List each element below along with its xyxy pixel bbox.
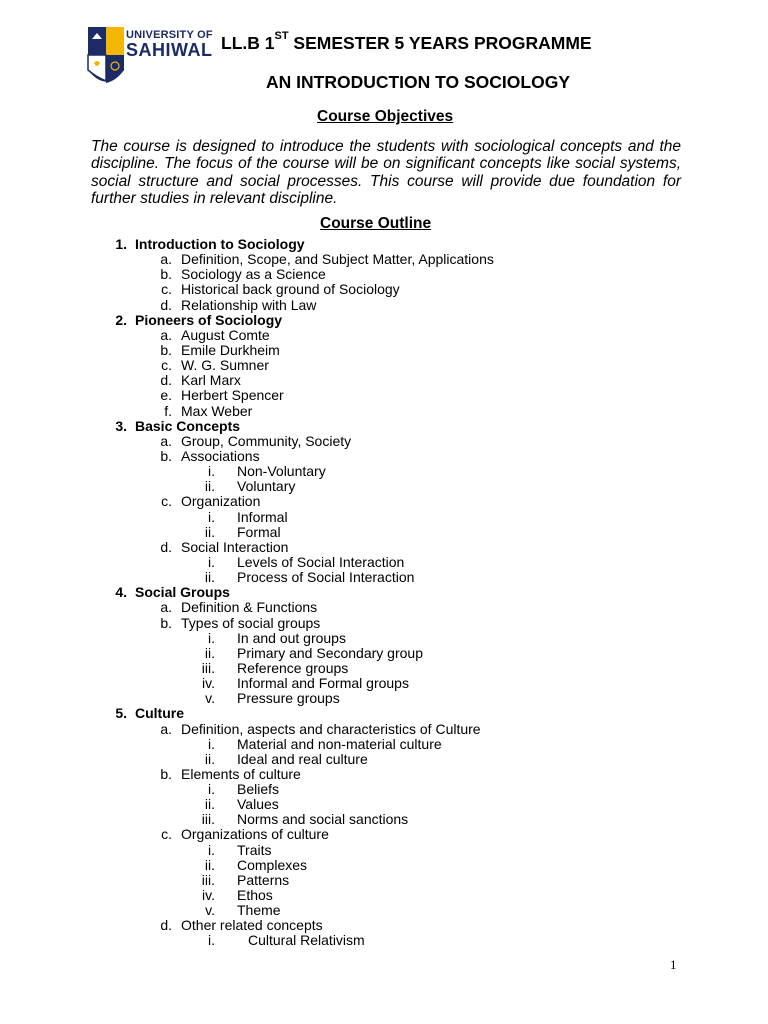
- outline-item: [0, 494, 768, 509]
- outline-section: [0, 585, 768, 600]
- outline-marker: iv.: [202, 887, 215, 904]
- outline-text: Traits: [237, 841, 272, 858]
- title-prefix: LL.B 1: [221, 33, 275, 53]
- outline-subitem: [0, 873, 768, 888]
- page-number: 1: [670, 957, 677, 972]
- outline-text: Herbert Spencer: [181, 387, 284, 404]
- outline-marker: b.: [160, 266, 172, 283]
- outline-text: Sociology as a Science: [181, 266, 326, 283]
- outline-text: In and out groups: [237, 629, 346, 646]
- outline-text: Types of social groups: [181, 614, 321, 631]
- outline-text: Definition, aspects and characteristics of Culture: [181, 720, 481, 737]
- outline-marker: i.: [208, 553, 215, 570]
- outline-marker: ii.: [204, 796, 215, 813]
- outline-subitem: [0, 510, 768, 525]
- outline-marker: ii.: [204, 856, 215, 873]
- outline-marker: e.: [160, 387, 172, 404]
- outline-marker: c.: [161, 826, 172, 843]
- outline-item: [0, 540, 768, 555]
- outline-subitem: [0, 525, 768, 540]
- outline-marker: v.: [205, 902, 215, 919]
- outline-section: [0, 706, 768, 721]
- outline-subitem: [0, 646, 768, 661]
- title-suffix: SEMESTER 5 YEARS PROGRAMME: [288, 33, 592, 53]
- outline-subitem: [0, 570, 768, 585]
- outline-marker: d.: [160, 372, 172, 389]
- outline-marker: b.: [160, 765, 172, 782]
- outline-marker: 1.: [115, 236, 127, 252]
- outline-text: Levels of Social Interaction: [237, 553, 405, 570]
- objectives-heading: Course Objectives: [317, 108, 454, 125]
- outline-marker: i.: [208, 629, 215, 646]
- outline-section: [0, 419, 768, 434]
- outline-subitem: [0, 797, 768, 812]
- outline-marker: a.: [160, 432, 172, 449]
- outline-item: [0, 449, 768, 464]
- outline-text: Social Groups: [135, 584, 230, 601]
- outline-text: Other related concepts: [181, 917, 323, 934]
- outline-text: Culture: [135, 705, 184, 722]
- outline-subitem: [0, 933, 768, 948]
- outline-marker: iii.: [201, 871, 215, 888]
- outline-subitem: [0, 752, 768, 767]
- outline-marker: i.: [208, 463, 215, 480]
- document-title: [221, 30, 592, 54]
- outline-marker: ii.: [204, 523, 215, 540]
- logo-text-top: UNIVERSITY OF: [126, 29, 213, 41]
- outline-marker: a.: [160, 251, 172, 268]
- outline-marker: i.: [208, 841, 215, 858]
- outline-item: [0, 358, 768, 373]
- outline-marker: d.: [160, 296, 172, 313]
- outline-text: Informal and Formal groups: [237, 675, 409, 692]
- outline-subitem: [0, 737, 768, 752]
- outline-marker: a.: [160, 326, 172, 343]
- outline-marker: ii.: [204, 478, 215, 495]
- outline-subitem: [0, 661, 768, 676]
- outline-item: [0, 282, 768, 297]
- university-logo: [82, 5, 213, 109]
- objectives-paragraph: The course is designed to introduce the students with sociological concepts and the discipline. The focus of the course will be on significant concepts like social systems, social structure and social processes. This course will provide due foundation for further studies in relevant discipline.: [91, 138, 681, 207]
- outline-item: [0, 328, 768, 343]
- outline-item: [0, 252, 768, 267]
- outline-text: Emile Durkheim: [181, 341, 280, 358]
- course-outline-list: [0, 237, 768, 949]
- outline-text: Pressure groups: [237, 690, 340, 707]
- outline-subitem: [0, 858, 768, 873]
- outline-marker: iii.: [201, 659, 215, 676]
- outline-marker: d.: [160, 917, 172, 934]
- outline-subitem: [0, 812, 768, 827]
- outline-text: Ethos: [237, 887, 273, 904]
- outline-item: [0, 404, 768, 419]
- outline-marker: i.: [208, 508, 215, 525]
- outline-subitem: [0, 464, 768, 479]
- outline-marker: 5.: [115, 705, 127, 722]
- outline-item: [0, 918, 768, 933]
- outline-item: [0, 298, 768, 313]
- outline-text: Elements of culture: [181, 765, 301, 782]
- outline-marker: d.: [160, 538, 172, 555]
- outline-text: Values: [237, 796, 279, 813]
- outline-text: Definition, Scope, and Subject Matter, Applications: [181, 251, 494, 268]
- outline-subitem: [0, 888, 768, 903]
- outline-subitem: [0, 903, 768, 918]
- outline-text: Ideal and real culture: [237, 750, 368, 767]
- outline-item: [0, 343, 768, 358]
- outline-marker: c.: [161, 493, 172, 510]
- outline-subitem: [0, 676, 768, 691]
- outline-marker: iii.: [201, 811, 215, 828]
- outline-section: [0, 313, 768, 328]
- outline-marker: 2.: [115, 311, 127, 328]
- outline-item: [0, 767, 768, 782]
- outline-text: Material and non-material culture: [237, 735, 442, 752]
- outline-text: Group, Community, Society: [181, 432, 352, 449]
- outline-text: Organizations of culture: [181, 826, 329, 843]
- outline-text: Basic Concepts: [135, 417, 241, 434]
- outline-marker: i.: [208, 932, 215, 949]
- logo-text-bottom: SAHIWAL: [126, 40, 213, 60]
- title-superscript: ST: [274, 30, 289, 42]
- outline-text: Introduction to Sociology: [135, 236, 305, 252]
- outline-text: Cultural Relativism: [248, 932, 365, 949]
- outline-text: Associations: [181, 447, 260, 464]
- outline-text: Formal: [237, 523, 281, 540]
- outline-text: Relationship with Law: [181, 296, 317, 313]
- outline-item: [0, 827, 768, 842]
- outline-marker: iv.: [202, 675, 215, 692]
- outline-text: Complexes: [237, 856, 308, 873]
- outline-text: Reference groups: [237, 659, 349, 676]
- outline-marker: 3.: [115, 417, 127, 434]
- outline-marker: ii.: [204, 750, 215, 767]
- outline-marker: v.: [205, 690, 215, 707]
- outline-marker: i.: [208, 735, 215, 752]
- outline-marker: b.: [160, 447, 172, 464]
- outline-text: Primary and Secondary group: [237, 644, 423, 661]
- outline-marker: b.: [160, 341, 172, 358]
- outline-heading: Course Outline: [320, 215, 432, 232]
- outline-marker: 4.: [115, 584, 127, 601]
- outline-subitem: [0, 843, 768, 858]
- outline-text: Karl Marx: [181, 372, 241, 389]
- outline-subitem: [0, 691, 768, 706]
- outline-text: Definition & Functions: [181, 599, 318, 616]
- outline-text: Historical back ground of Sociology: [181, 281, 400, 298]
- outline-subitem: [0, 782, 768, 797]
- outline-text: August Comte: [181, 326, 270, 343]
- outline-text: Process of Social Interaction: [237, 569, 415, 586]
- outline-marker: a.: [160, 599, 172, 616]
- outline-text: Patterns: [237, 871, 290, 888]
- outline-marker: f.: [164, 402, 172, 419]
- outline-text: Theme: [237, 902, 281, 919]
- outline-item: [0, 616, 768, 631]
- outline-subitem: [0, 555, 768, 570]
- outline-text: W. G. Sumner: [181, 357, 269, 374]
- outline-marker: c.: [161, 357, 172, 374]
- outline-text: Informal: [237, 508, 288, 525]
- outline-item: [0, 388, 768, 403]
- outline-item: [0, 434, 768, 449]
- outline-marker: ii.: [204, 569, 215, 586]
- outline-text: Max Weber: [181, 402, 253, 419]
- outline-section: [0, 237, 768, 252]
- outline-item: [0, 373, 768, 388]
- outline-text: Organization: [181, 493, 261, 510]
- outline-text: Voluntary: [237, 478, 296, 495]
- document-subtitle: AN INTRODUCTION TO SOCIOLOGY: [266, 72, 570, 92]
- outline-marker: ii.: [204, 644, 215, 661]
- outline-marker: a.: [160, 720, 172, 737]
- outline-text: Pioneers of Sociology: [135, 311, 283, 328]
- outline-subitem: [0, 479, 768, 494]
- outline-text: Beliefs: [237, 781, 280, 798]
- outline-text: Norms and social sanctions: [237, 811, 409, 828]
- outline-item: [0, 600, 768, 615]
- university-crest-icon: [86, 25, 126, 95]
- outline-marker: b.: [160, 614, 172, 631]
- outline-marker: c.: [161, 281, 172, 298]
- outline-item: [0, 267, 768, 282]
- outline-text: Social Interaction: [181, 538, 289, 555]
- outline-subitem: [0, 631, 768, 646]
- outline-marker: i.: [208, 781, 215, 798]
- outline-text: Non-Voluntary: [237, 463, 326, 480]
- outline-item: [0, 722, 768, 737]
